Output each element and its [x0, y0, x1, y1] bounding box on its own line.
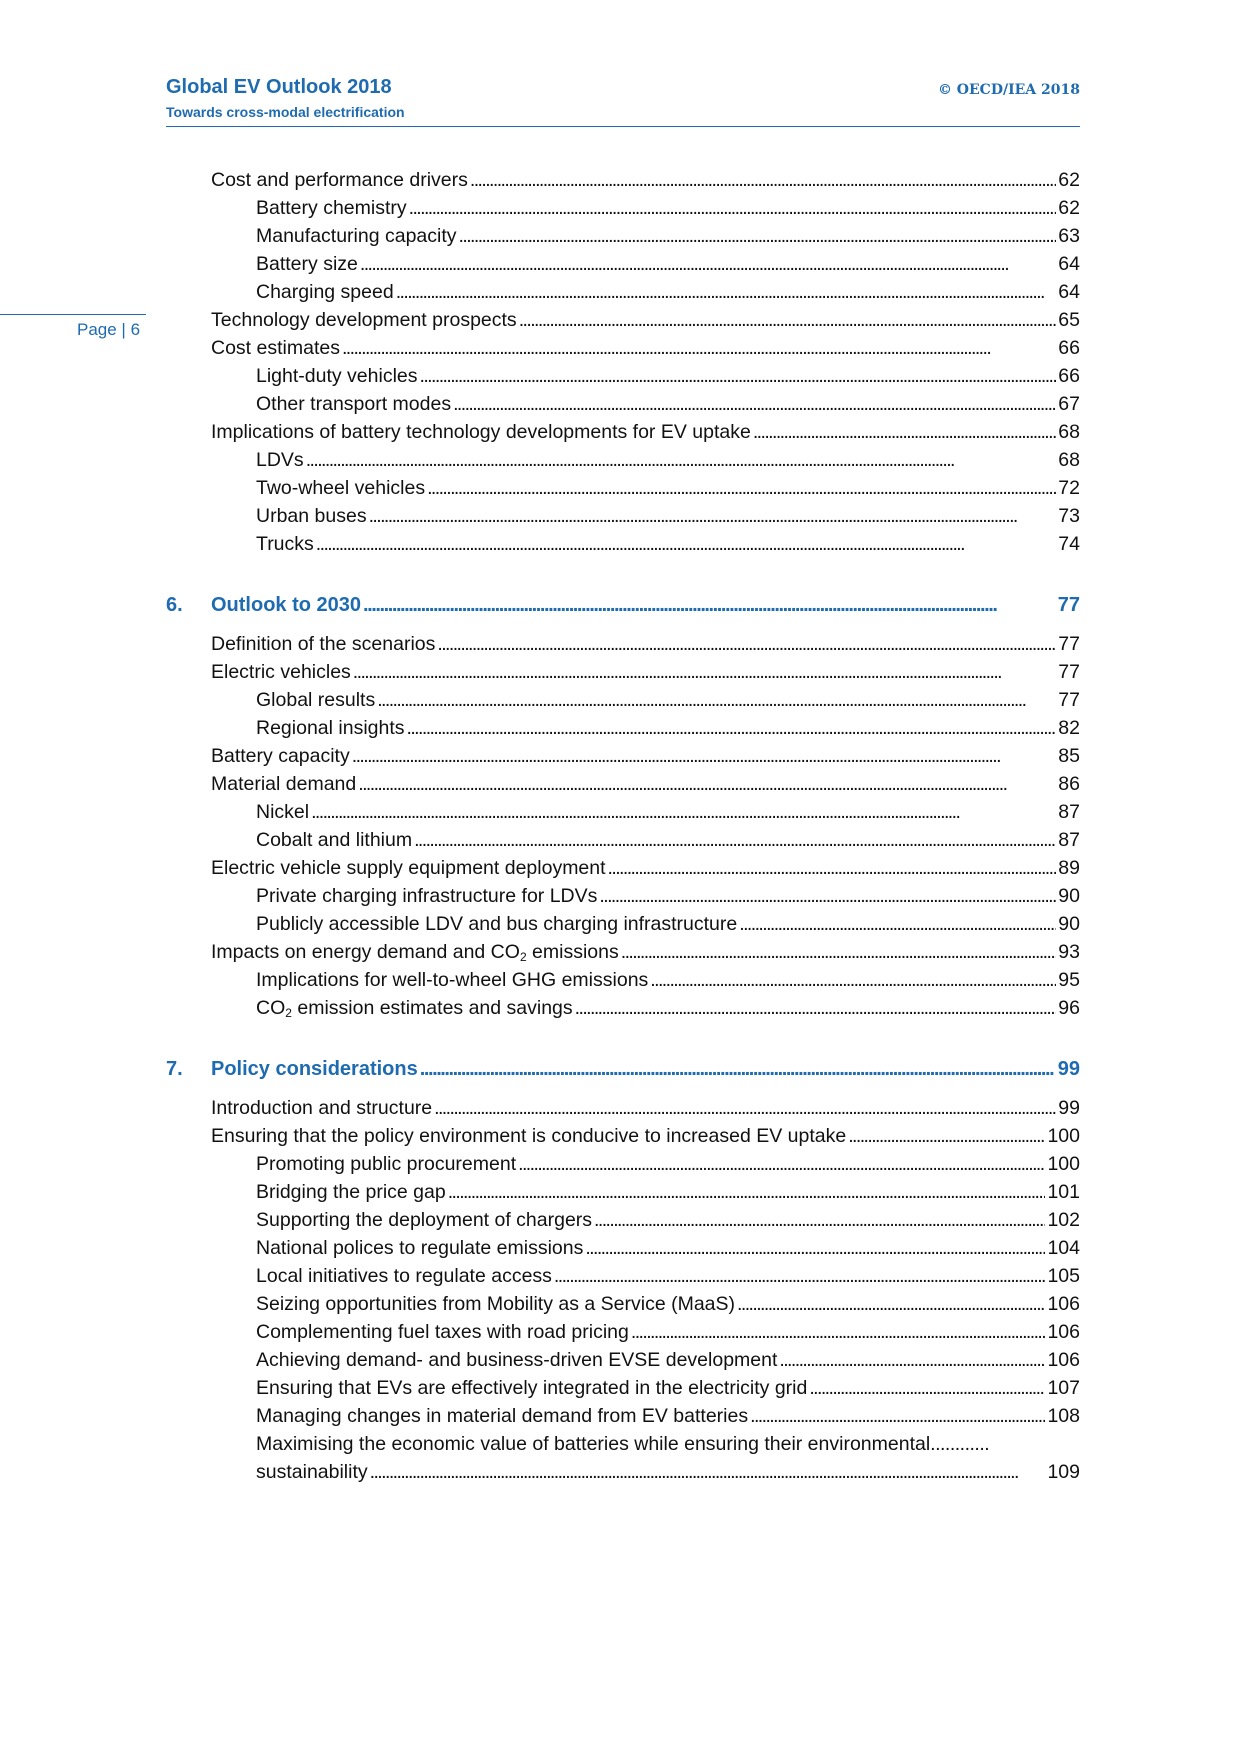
toc-entry-page: 74 [1058, 533, 1080, 555]
toc-entry[interactable] [166, 1178, 1080, 1206]
toc-entry-title: Private charging infrastructure for LDVs [256, 885, 598, 907]
toc-entry-title: Publicly accessible LDV and bus charging infrastructure [256, 913, 738, 935]
chapter-number: 6. [166, 594, 183, 616]
toc-entry[interactable] [166, 166, 1080, 194]
toc-entry-title: Urban buses [256, 505, 367, 527]
toc-entry[interactable] [166, 278, 1080, 306]
toc-entry-title: Supporting the deployment of chargers [256, 1209, 593, 1231]
toc-block-chapter6 [166, 630, 1080, 938]
toc-entry[interactable] [166, 686, 1080, 714]
dot-leader [848, 1122, 1045, 1150]
toc-entry-page: 85 [1058, 745, 1080, 767]
toc-entry-title: Battery chemistry [256, 197, 407, 219]
toc-entry-page: 77 [1058, 661, 1080, 683]
dot-leader [575, 994, 1057, 1022]
toc-entry[interactable] [166, 362, 1080, 390]
toc-entry-page: 62 [1058, 197, 1080, 219]
dot-leader [519, 306, 1057, 334]
toc-entry-page: 64 [1058, 253, 1080, 275]
toc-entry-page: 99 [1058, 1097, 1080, 1119]
toc-entry[interactable] [166, 1262, 1080, 1290]
toc-entry-page: 108 [1047, 1405, 1080, 1427]
toc-entry-title: Manufacturing capacity [256, 225, 457, 247]
header-subtitle: Towards cross-modal electrification [166, 104, 405, 120]
toc-entry[interactable] [166, 194, 1080, 222]
toc-entry[interactable] [166, 826, 1080, 854]
toc-entry[interactable] [166, 630, 1080, 658]
toc-entry-page: 106 [1047, 1349, 1080, 1371]
toc-entry[interactable] [166, 938, 1080, 966]
toc-entry-title: Global results [256, 689, 376, 711]
toc-entry[interactable] [166, 446, 1080, 474]
toc-entry-title: Two-wheel vehicles [256, 477, 426, 499]
table-of-contents [166, 166, 1080, 1486]
toc-entry[interactable] [166, 854, 1080, 882]
toc-entry[interactable] [166, 1458, 1080, 1486]
dot-leader [459, 222, 1057, 250]
toc-entry-multiline[interactable] [166, 1430, 1080, 1458]
toc-entry-title: Regional insights [256, 717, 405, 739]
toc-entry[interactable] [166, 714, 1080, 742]
toc-entry[interactable] [166, 994, 1080, 1022]
toc-entry-title: Implications for well-to-wheel GHG emissions [256, 969, 649, 991]
dot-leader [363, 590, 1056, 620]
dot-leader [437, 630, 1056, 658]
dot-leader [370, 1458, 1046, 1486]
toc-entry-page: 90 [1058, 913, 1080, 935]
toc-entry-title: Impacts on energy demand and $CO_2$ emissions [211, 941, 619, 964]
toc-entry-page: 66 [1058, 337, 1080, 359]
dot-leader [396, 278, 1057, 306]
toc-entry-title: Battery capacity [211, 745, 350, 767]
toc-entry[interactable] [166, 1402, 1080, 1430]
toc-entry-title: Other transport modes [256, 393, 452, 415]
dot-leader [420, 1054, 1056, 1084]
toc-entry[interactable] [166, 1094, 1080, 1122]
dot-leader: ............ [930, 1433, 990, 1455]
dot-leader [369, 502, 1057, 530]
toc-entry[interactable] [166, 798, 1080, 826]
side-page-number: Page | 6 [77, 320, 141, 339]
dot-leader [594, 1206, 1045, 1234]
dot-leader [470, 166, 1056, 194]
dot-leader [420, 362, 1057, 390]
toc-entry-page: 86 [1058, 773, 1080, 795]
dot-leader [631, 1318, 1046, 1346]
dot-leader [585, 1234, 1045, 1262]
toc-entry-title: Nickel [256, 801, 310, 823]
dot-leader [453, 390, 1056, 418]
toc-entry-title: Achieving demand- and business-driven EVSE development [256, 1349, 778, 1371]
toc-entry-page: 109 [1047, 1461, 1080, 1483]
dot-leader [737, 1290, 1045, 1318]
dot-leader [360, 250, 1056, 278]
dot-leader [599, 882, 1056, 910]
toc-entry-page: 87 [1058, 829, 1080, 851]
toc-entry-title-continued: sustainability [256, 1461, 368, 1483]
toc-entry-title: Electric vehicle supply equipment deployment [211, 857, 606, 879]
toc-entry-page: 65 [1058, 309, 1080, 331]
toc-entry-title: Battery size [256, 253, 358, 275]
dot-leader [409, 194, 1057, 222]
toc-entry-title: Trucks [256, 533, 314, 555]
toc-entry-page: 106 [1047, 1321, 1080, 1343]
toc-entry-title: Technology development prospects [211, 309, 517, 331]
toc-entry-title: Electric vehicles [211, 661, 351, 683]
toc-chapter-6[interactable] [166, 590, 1080, 620]
toc-entry-page: 106 [1047, 1293, 1080, 1315]
toc-entry-title: Managing changes in material demand from EV batteries [256, 1405, 749, 1427]
toc-entry-title: Light-duty vehicles [256, 365, 418, 387]
dot-leader [750, 1402, 1045, 1430]
toc-entry[interactable] [166, 742, 1080, 770]
dot-leader [434, 1094, 1056, 1122]
toc-entry-title: Cobalt and lithium [256, 829, 413, 851]
toc-entry-page: 66 [1058, 365, 1080, 387]
toc-entry[interactable] [166, 1150, 1080, 1178]
dot-leader [316, 530, 1057, 558]
toc-entry-title: Introduction and structure [211, 1097, 433, 1119]
toc-entry[interactable] [166, 502, 1080, 530]
dot-leader [608, 854, 1057, 882]
toc-entry-page: 104 [1047, 1237, 1080, 1259]
toc-entry[interactable] [166, 306, 1080, 334]
toc-entry-page: 72 [1058, 477, 1080, 499]
toc-entry-page: 93 [1058, 941, 1080, 963]
chapter-title: Outlook to 2030 [211, 594, 362, 616]
dot-leader [650, 966, 1056, 994]
toc-entry-page: 100 [1047, 1153, 1080, 1175]
header-title: Global EV Outlook 2018 [166, 76, 392, 98]
toc-entry-page: 95 [1058, 969, 1080, 991]
toc-entry-title: Implications of battery technology developments for EV uptake [211, 421, 751, 443]
toc-entry-page: 102 [1047, 1209, 1080, 1231]
toc-entry-page: 77 [1058, 633, 1080, 655]
toc-entry-page: 68 [1058, 449, 1080, 471]
toc-entry[interactable] [166, 1374, 1080, 1402]
toc-entry-title: Cost and performance drivers [211, 169, 468, 191]
toc-entry[interactable] [166, 250, 1080, 278]
toc-entry-page: 73 [1058, 505, 1080, 527]
dot-leader [448, 1178, 1046, 1206]
toc-entry[interactable] [166, 474, 1080, 502]
dot-leader [427, 474, 1056, 502]
dot-leader [377, 686, 1056, 714]
dot-leader [352, 742, 1057, 770]
toc-entry[interactable] [166, 658, 1080, 686]
toc-entry-page: 63 [1058, 225, 1080, 247]
toc-entry-page: 67 [1058, 393, 1080, 415]
toc-entry-page: 82 [1058, 717, 1080, 739]
toc-entry[interactable] [166, 530, 1080, 558]
toc-entry[interactable] [166, 222, 1080, 250]
toc-entry[interactable] [166, 882, 1080, 910]
toc-entry-page: 105 [1047, 1265, 1080, 1287]
toc-entry[interactable] [166, 418, 1080, 446]
toc-block-chapter5-continued [166, 166, 1080, 558]
toc-entry[interactable] [166, 1234, 1080, 1262]
toc-entry-page: 100 [1047, 1125, 1080, 1147]
toc-entry-page: 62 [1058, 169, 1080, 191]
dot-leader [342, 334, 1056, 362]
chapter-page: 99 [1057, 1058, 1080, 1080]
chapter-number: 7. [166, 1058, 183, 1080]
dot-leader [358, 770, 1056, 798]
toc-entry-title: Local initiatives to regulate access [256, 1265, 552, 1287]
dot-leader [809, 1374, 1045, 1402]
toc-entry[interactable] [166, 966, 1080, 994]
toc-entry[interactable] [166, 334, 1080, 362]
dot-leader [739, 910, 1056, 938]
header-copyright: © OECD/IEA 2018 [937, 82, 1080, 98]
toc-entry-title: Maximising the economic value of batteries while ensuring their environmental [256, 1433, 931, 1455]
toc-entry-page: 87 [1058, 801, 1080, 823]
toc-entry-title: Bridging the price gap [256, 1181, 446, 1203]
toc-entry[interactable] [166, 770, 1080, 798]
toc-entry-title: Ensuring that EVs are effectively integrated in the electricity grid [256, 1377, 808, 1399]
header-divider [166, 126, 1080, 127]
toc-entry-page: 89 [1058, 857, 1080, 879]
toc-entry-title: National polices to regulate emissions [256, 1237, 584, 1259]
toc-entry-title: Definition of the scenarios [211, 633, 436, 655]
toc-entry-page: 77 [1058, 689, 1080, 711]
toc-entry-page: 90 [1058, 885, 1080, 907]
dot-leader [311, 798, 1056, 826]
toc-entry-page: 64 [1058, 281, 1080, 303]
toc-entry-page: 107 [1047, 1377, 1080, 1399]
toc-entry-title: Seizing opportunities from Mobility as a Service (MaaS) [256, 1293, 736, 1315]
toc-entry-title: Promoting public procurement [256, 1153, 517, 1175]
toc-entry[interactable] [166, 1318, 1080, 1346]
toc-entry-title: LDVs [256, 449, 304, 471]
toc-entry-title: Material demand [211, 773, 357, 795]
toc-entry[interactable] [166, 1346, 1080, 1374]
toc-entry-title: Cost estimates [211, 337, 340, 359]
toc-entry-page: 96 [1058, 997, 1080, 1019]
dot-leader [306, 446, 1057, 474]
toc-entry-title: Complementing fuel taxes with road pricing [256, 1321, 629, 1343]
toc-entry[interactable] [166, 1206, 1080, 1234]
dot-leader [353, 658, 1057, 686]
chapter-page: 77 [1057, 594, 1080, 616]
dot-leader [753, 418, 1056, 446]
chapter-title: Policy considerations [211, 1058, 418, 1080]
toc-entry-title: Charging speed [256, 281, 394, 303]
toc-chapter-7[interactable] [166, 1054, 1080, 1084]
toc-entry[interactable] [166, 1122, 1080, 1150]
toc-entry-page: 101 [1047, 1181, 1080, 1203]
toc-entry[interactable] [166, 910, 1080, 938]
dot-leader [779, 1346, 1045, 1374]
dot-leader [554, 1262, 1046, 1290]
toc-entry-page: 68 [1058, 421, 1080, 443]
toc-entry[interactable] [166, 390, 1080, 418]
toc-block-chapter7 [166, 1094, 1080, 1430]
toc-entry-title: Ensuring that the policy environment is conducive to increased EV uptake [211, 1125, 847, 1147]
side-divider [0, 314, 146, 315]
dot-leader [518, 1150, 1045, 1178]
dot-leader [407, 714, 1057, 742]
dot-leader [621, 938, 1057, 966]
toc-entry[interactable] [166, 1290, 1080, 1318]
dot-leader [414, 826, 1056, 854]
toc-entry-title: $CO_2$ emission estimates and savings [256, 997, 573, 1020]
